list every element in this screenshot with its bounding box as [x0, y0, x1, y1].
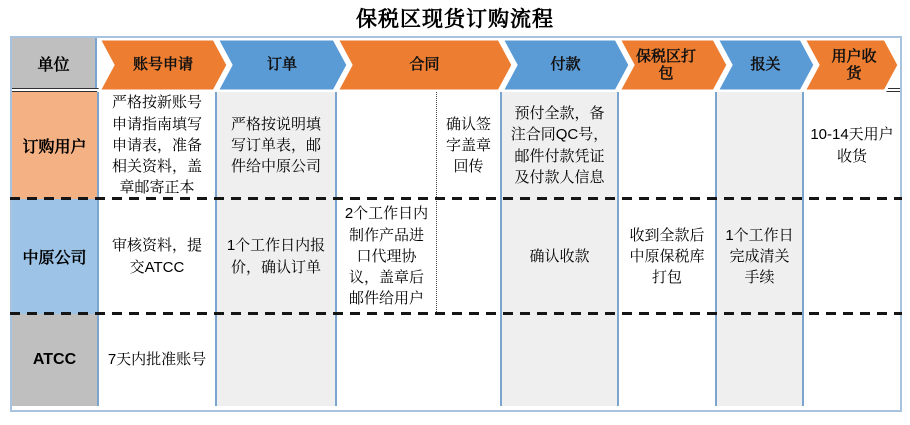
step-label-customs: 报关 [750, 56, 781, 74]
process-table [10, 36, 902, 412]
cell-company-contract [335, 199, 500, 314]
cell-company-packing: 收到全款后中原保税库打包 [617, 199, 715, 314]
cell-user-delivery: 10-14天用户收货 [802, 92, 900, 199]
cell-user-contract-right: 确认签字盖章回传 [436, 92, 500, 199]
cell-company-contract-right [436, 199, 500, 314]
step-label-packing: 保税区打包 [635, 47, 696, 82]
cell-company-account: 审核资料，提交ATCC [97, 199, 215, 314]
cell-user-packing [617, 92, 715, 199]
lane-label-atcc: ATCC [12, 314, 97, 406]
cell-atcc-order [215, 314, 335, 406]
page-title: 保税区现货订购流程 [356, 8, 554, 31]
cell-atcc-contract [335, 314, 500, 406]
cell-atcc-account: 7天内批准账号 [97, 314, 215, 406]
cell-atcc-customs [715, 314, 802, 406]
step-label-delivery: 用户收货 [831, 47, 877, 82]
cell-user-payment: 预付全款，备注合同QC号，邮件付款凭证及付款人信息 [500, 92, 617, 199]
swimlane-ordering-user [12, 92, 900, 199]
cell-company-customs: 1个工作日完成清关手续 [715, 199, 802, 314]
cell-company-payment: 确认收款 [500, 199, 617, 314]
unit-header-cell: 单位 [12, 38, 97, 88]
step-label-payment: 付款 [550, 56, 581, 74]
process-steps-strip [97, 38, 900, 88]
cell-atcc-packing [617, 314, 715, 406]
step-label-order: 订单 [266, 56, 297, 74]
header-row [12, 38, 900, 92]
cell-user-order: 严格按说明填写订单表，邮件给中原公司 [215, 92, 335, 199]
cell-company-order: 1个工作日内报价，确认订单 [215, 199, 335, 314]
cell-atcc-payment [500, 314, 617, 406]
swimlane-zhongyuan-company [12, 199, 900, 314]
cell-user-account: 严格按新账号申请指南填写申请表，准备相关资料，盖章邮寄正本 [97, 92, 215, 199]
cell-user-contract-left [337, 92, 436, 199]
cell-user-contract [335, 92, 500, 199]
lane-label-zhongyuan-company: 中原公司 [12, 199, 97, 314]
cell-company-delivery [802, 199, 900, 314]
cell-user-customs [715, 92, 802, 199]
cell-atcc-delivery [802, 314, 900, 406]
step-label-account: 账号申请 [132, 56, 193, 74]
cell-company-contract-left: 2个工作日内制作产品进口代理协议，盖章后邮件给用户 [344, 205, 429, 308]
swimlane-atcc [12, 314, 900, 406]
step-label-contract: 合同 [409, 56, 440, 74]
lane-label-ordering-user: 订购用户 [12, 92, 97, 199]
